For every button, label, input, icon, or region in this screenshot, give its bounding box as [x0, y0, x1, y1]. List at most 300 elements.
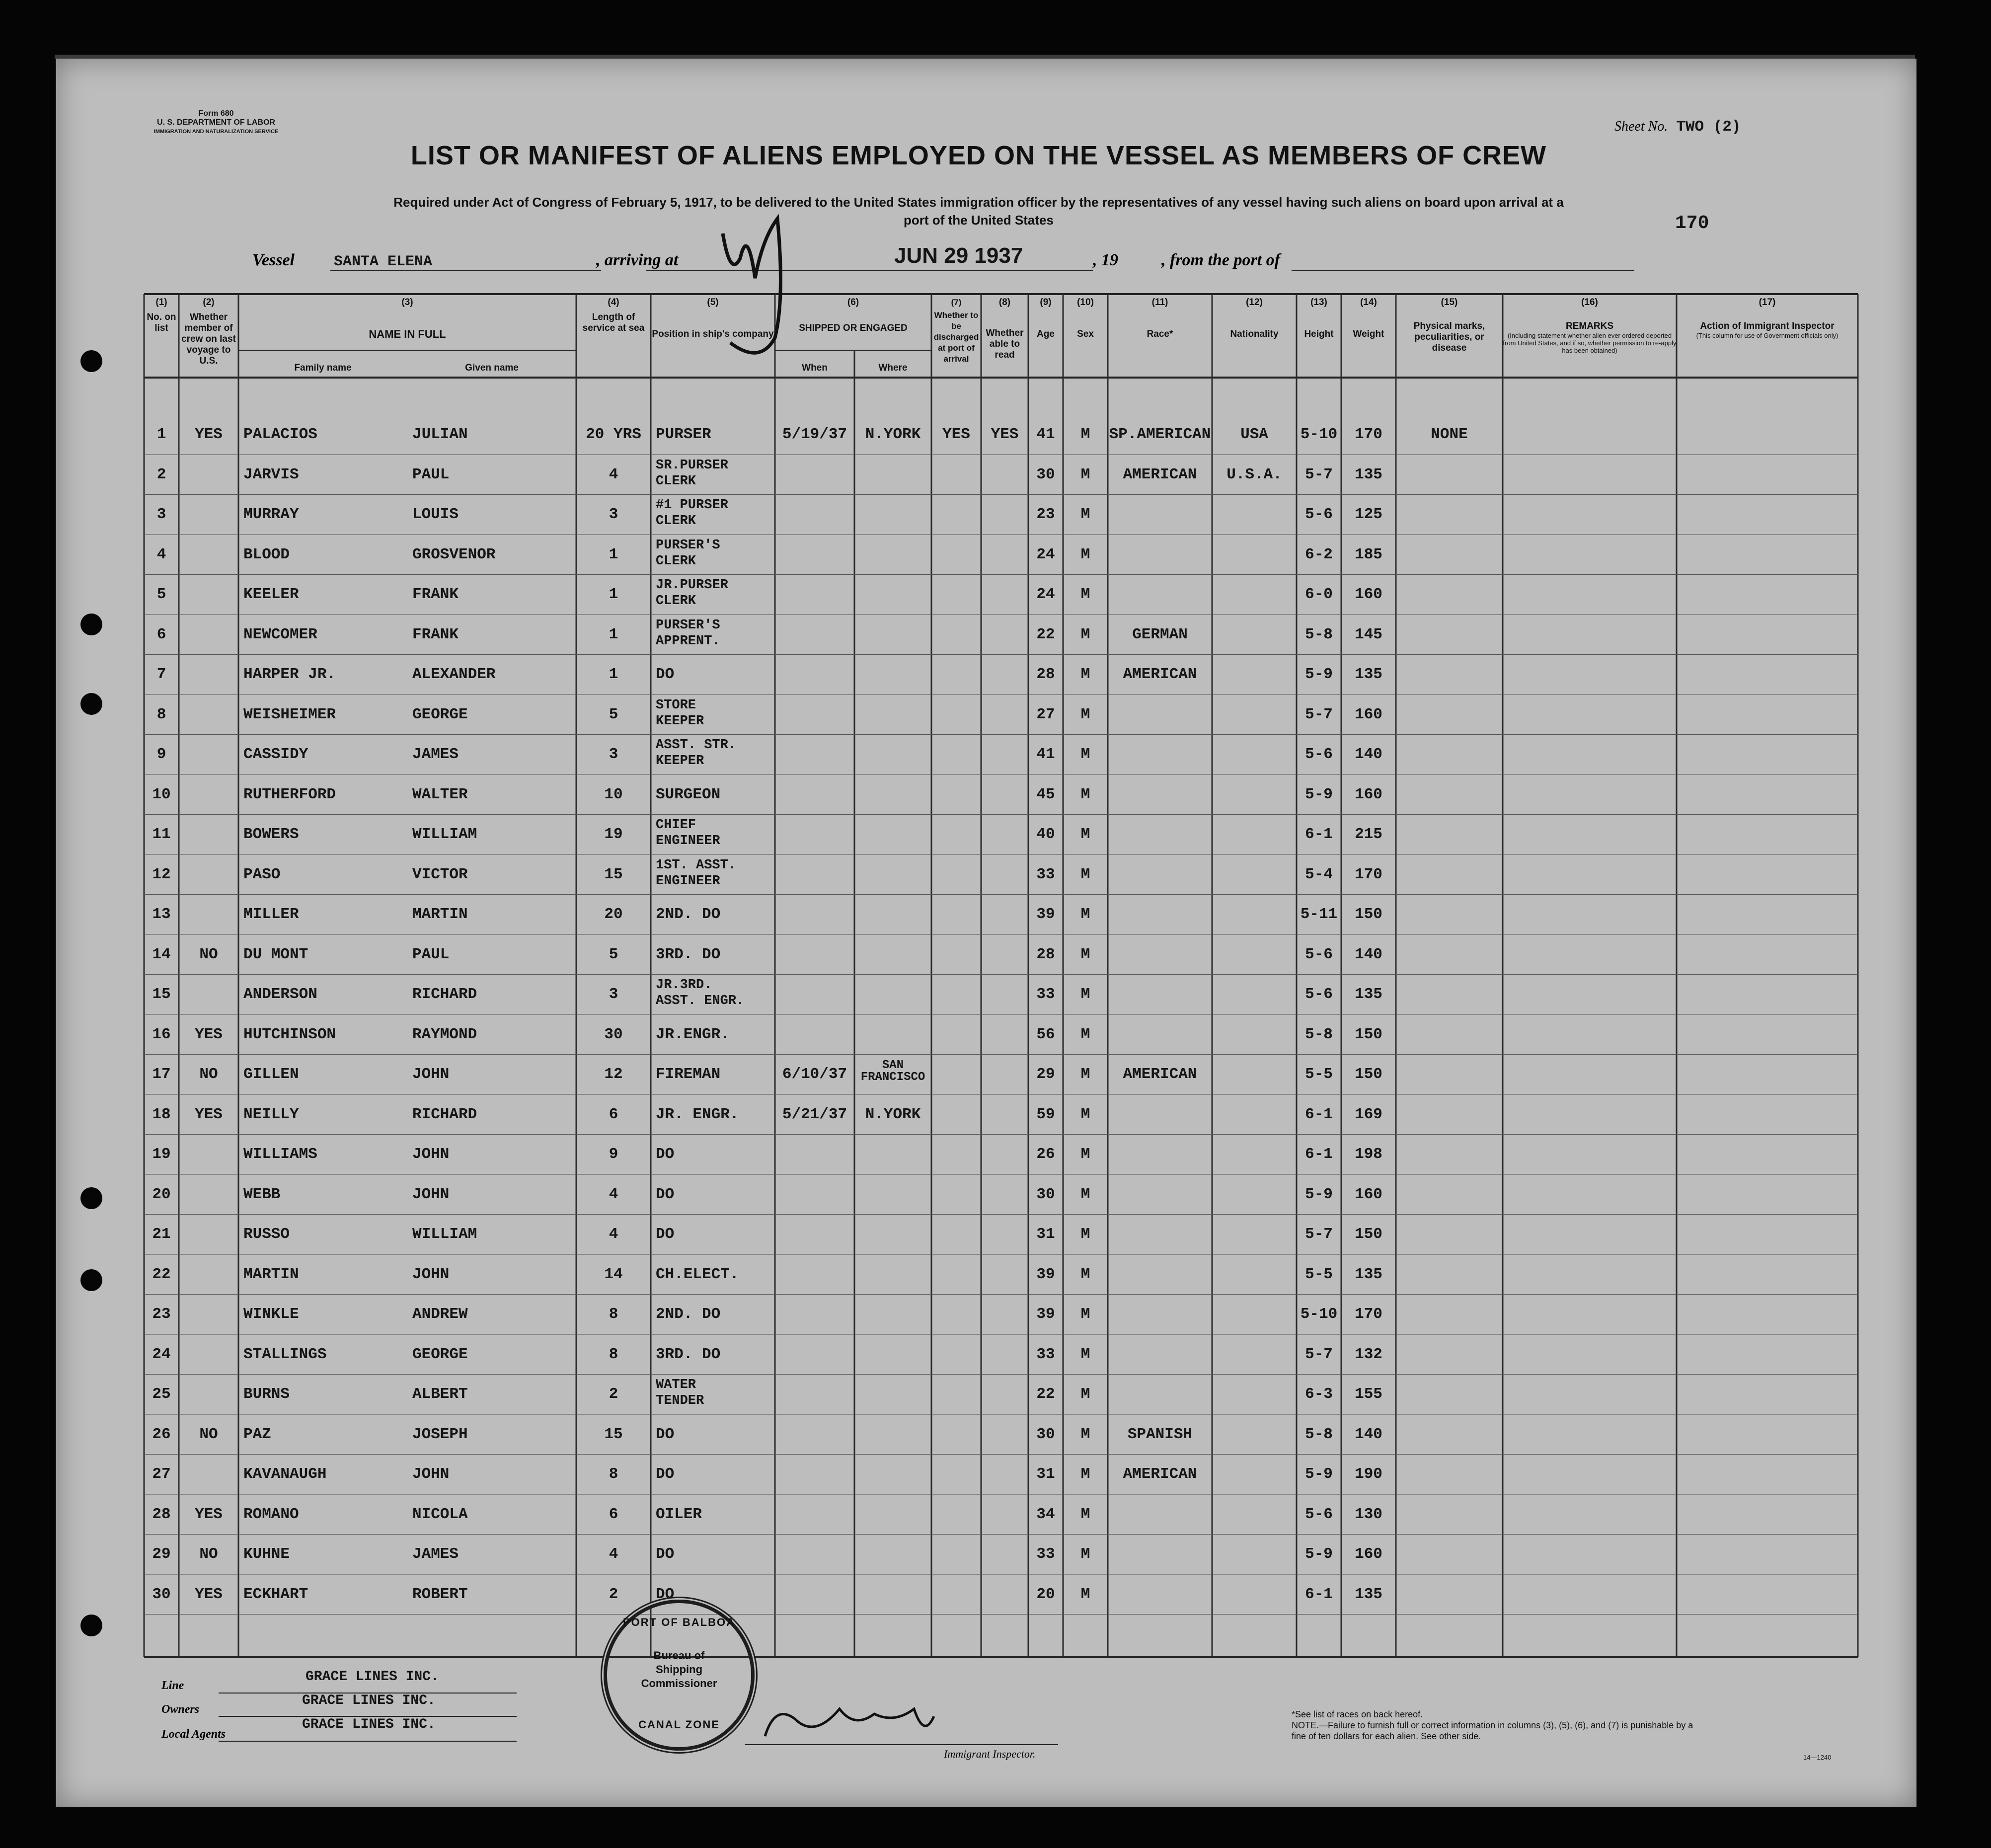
- cell-age: 41: [1036, 746, 1055, 763]
- cell-family-name: BOWERS: [243, 826, 299, 843]
- col-member-label: Whether member of crew on last voyage to U.S.: [181, 312, 236, 366]
- cell-length-of-service: 15: [604, 865, 623, 883]
- cell-sex: M: [1080, 1465, 1090, 1483]
- cell-weight: 160: [1355, 586, 1382, 603]
- cell-length-of-service: 20: [604, 906, 623, 923]
- cell-family-name: PAZ: [243, 1425, 271, 1443]
- cell-height: 6-1: [1305, 1585, 1333, 1603]
- cell-sex: M: [1080, 586, 1090, 603]
- cell-length-of-service: 1: [609, 545, 618, 563]
- cell-given-name: RICHARD: [412, 1105, 477, 1123]
- cell-row-number: 18: [152, 1105, 171, 1123]
- col-no-label: No. on list: [147, 312, 176, 333]
- cell-length-of-service: 3: [609, 746, 618, 763]
- cell-sex: M: [1080, 1386, 1090, 1403]
- cell-age: 33: [1036, 865, 1055, 883]
- cell-height: 5-9: [1305, 666, 1333, 683]
- col-read-label: Whether able to read: [986, 328, 1024, 360]
- cell-sex: M: [1080, 625, 1090, 643]
- cell-family-name: MURRAY: [243, 506, 299, 523]
- cell-length-of-service: 15: [604, 1425, 623, 1443]
- cell-family-name: ECKHART: [243, 1585, 308, 1603]
- cell-row-number: 11: [152, 826, 171, 843]
- cell-position: CHIEF: [656, 818, 696, 833]
- cell-row-number: 15: [152, 986, 171, 1003]
- cell-given-name: ROBERT: [412, 1585, 468, 1603]
- cell-height: 5-9: [1305, 1465, 1333, 1483]
- col-sex-number: (10): [1077, 297, 1094, 308]
- vessel-label: Vessel: [252, 251, 295, 269]
- cell-age: 29: [1036, 1066, 1055, 1083]
- cell-age: 59: [1036, 1105, 1055, 1123]
- cell-given-name: JAMES: [412, 1545, 459, 1563]
- cell-row-number: 29: [152, 1545, 171, 1563]
- col-remarks-label: REMARKS: [1565, 321, 1614, 331]
- cell-family-name: HUTCHINSON: [243, 1025, 336, 1043]
- form-number: Form 680: [198, 109, 234, 118]
- cell-height: 5-10: [1300, 1306, 1338, 1323]
- col-remarks-number: (16): [1581, 297, 1598, 308]
- cell-sex: M: [1080, 785, 1090, 803]
- cell-given-name: WILLIAM: [412, 826, 477, 843]
- cell-length-of-service: 3: [609, 506, 618, 523]
- cell-family-name: PALACIOS: [243, 426, 317, 443]
- cell-sex: M: [1080, 506, 1090, 523]
- page-number: 170: [1675, 213, 1709, 234]
- cell-row-number: 22: [152, 1265, 171, 1283]
- cell-family-name: DU MONT: [243, 945, 308, 963]
- cell-weight: 135: [1355, 666, 1382, 683]
- cell-height: 5-4: [1305, 865, 1333, 883]
- service-name: IMMIGRATION AND NATURALIZATION SERVICE: [153, 129, 279, 135]
- cell-position: DO: [656, 1545, 675, 1563]
- cell-position: DO: [656, 1226, 675, 1243]
- department-name: U. S. DEPARTMENT OF LABOR: [157, 118, 275, 127]
- stamp-line2: Shipping: [655, 1663, 703, 1676]
- cell-age: 39: [1036, 1306, 1055, 1323]
- cell-length-of-service: 12: [604, 1066, 623, 1083]
- cell-age: 27: [1036, 705, 1055, 723]
- cell-weight: 150: [1355, 1025, 1382, 1043]
- cell-height: 5-6: [1305, 746, 1333, 763]
- cell-position: JR.3RD.: [656, 978, 712, 993]
- cell-age: 30: [1036, 1425, 1055, 1443]
- col-weight-label: Weight: [1353, 329, 1384, 339]
- cell-row-number: 17: [152, 1066, 171, 1083]
- cell-given-name: JULIAN: [412, 426, 468, 443]
- cell-length-of-service: 2: [609, 1386, 618, 1403]
- cell-age: 31: [1036, 1465, 1055, 1483]
- cell-height: 5-8: [1305, 1025, 1333, 1043]
- col-age-number: (9): [1040, 297, 1052, 308]
- cell-age: 33: [1036, 986, 1055, 1003]
- col-marks-label: Physical marks, peculiarities, or disease: [1413, 321, 1485, 353]
- cell-weight: 169: [1355, 1105, 1382, 1123]
- cell-weight: 160: [1355, 1545, 1382, 1563]
- cell-row-number: 28: [152, 1505, 171, 1523]
- cell-sex: M: [1080, 746, 1090, 763]
- col-action-number: (17): [1759, 297, 1776, 308]
- cell-weight: 160: [1355, 705, 1382, 723]
- print-code: 14—1240: [1803, 1754, 1832, 1761]
- agents-value: GRACE LINES INC.: [302, 1717, 436, 1732]
- cell-family-name: BURNS: [243, 1386, 290, 1403]
- cell-position: FIREMAN: [656, 1066, 721, 1083]
- cell-member-last-voyage: YES: [195, 1585, 223, 1603]
- cell-position: KEEPER: [656, 713, 704, 729]
- cell-position: APPRENT.: [656, 633, 720, 649]
- cell-row-number: 13: [152, 906, 171, 923]
- cell-sex: M: [1080, 1345, 1090, 1363]
- cell-length-of-service: 30: [604, 1025, 623, 1043]
- cell-length-of-service: 8: [609, 1345, 618, 1363]
- cell-length-of-service: 6: [609, 1105, 618, 1123]
- vessel-name: SANTA ELENA: [334, 253, 433, 270]
- cell-height: 5-8: [1305, 625, 1333, 643]
- cell-position: PURSER'S: [656, 617, 720, 633]
- cell-row-number: 2: [156, 465, 166, 483]
- cell-age: 28: [1036, 945, 1055, 963]
- cell-age: 20: [1036, 1585, 1055, 1603]
- agents-label: Local Agents: [161, 1728, 226, 1741]
- cell-row-number: 25: [152, 1386, 171, 1403]
- cell-member-last-voyage: NO: [199, 1066, 218, 1083]
- col-when-label: When: [802, 363, 828, 373]
- cell-family-name: KUHNE: [243, 1545, 290, 1563]
- cell-weight: 170: [1355, 426, 1382, 443]
- cell-weight: 140: [1355, 1425, 1382, 1443]
- cell-height: 5-7: [1305, 705, 1333, 723]
- cell-position: JR. ENGR.: [656, 1105, 739, 1123]
- cell-height: 5-9: [1305, 785, 1333, 803]
- cell-family-name: PASO: [243, 865, 281, 883]
- cell-length-of-service: 8: [609, 1306, 618, 1323]
- cell-position: SR.PURSER: [656, 458, 728, 473]
- cell-row-number: 6: [156, 625, 166, 643]
- cell-member-last-voyage: NO: [199, 1425, 218, 1443]
- cell-able-to-read: YES: [991, 426, 1019, 443]
- cell-given-name: RAYMOND: [412, 1025, 477, 1043]
- cell-height: 5-6: [1305, 506, 1333, 523]
- cell-family-name: KAVANAUGH: [243, 1465, 327, 1483]
- cell-sex: M: [1080, 1066, 1090, 1083]
- cell-sex: M: [1080, 1425, 1090, 1443]
- cell-age: 30: [1036, 1185, 1055, 1203]
- cell-age: 41: [1036, 426, 1055, 443]
- cell-sex: M: [1080, 906, 1090, 923]
- owners-label: Owners: [161, 1703, 200, 1716]
- cell-family-name: BLOOD: [243, 545, 290, 563]
- cell-given-name: NICOLA: [412, 1505, 468, 1523]
- cell-height: 5-9: [1305, 1185, 1333, 1203]
- cell-family-name: KEELER: [243, 586, 299, 603]
- col-height-label: Height: [1304, 329, 1334, 339]
- cell-length-of-service: 8: [609, 1465, 618, 1483]
- cell-sex: M: [1080, 945, 1090, 963]
- cell-position: CLERK: [656, 594, 696, 609]
- cell-nationality: USA: [1240, 426, 1268, 443]
- cell-family-name: HARPER JR.: [243, 666, 336, 683]
- cell-age: 39: [1036, 906, 1055, 923]
- cell-length-of-service: 10: [604, 785, 623, 803]
- cell-physical-marks: NONE: [1431, 426, 1468, 443]
- cell-position: SURGEON: [656, 785, 721, 803]
- cell-position: ASST. STR.: [656, 738, 737, 753]
- cell-row-number: 3: [156, 506, 166, 523]
- cell-position: KEEPER: [656, 754, 704, 769]
- cell-given-name: WILLIAM: [412, 1226, 477, 1243]
- cell-given-name: JOHN: [412, 1185, 450, 1203]
- cell-age: 22: [1036, 1386, 1055, 1403]
- subtitle-line2: port of the United States: [904, 213, 1054, 228]
- cell-weight: 160: [1355, 785, 1382, 803]
- inspector-label: Immigrant Inspector.: [944, 1748, 1036, 1760]
- cell-weight: 155: [1355, 1386, 1382, 1403]
- cell-given-name: JAMES: [412, 746, 459, 763]
- col-given-name-label: Given name: [465, 363, 519, 373]
- cell-sex: M: [1080, 1265, 1090, 1283]
- cell-race: AMERICAN: [1123, 1066, 1197, 1083]
- cell-sex: M: [1080, 1505, 1090, 1523]
- cell-given-name: VICTOR: [412, 865, 468, 883]
- stamp-top-text: PORT OF BALBOA: [623, 1616, 735, 1628]
- cell-sex: M: [1080, 705, 1090, 723]
- cell-age: 33: [1036, 1545, 1055, 1563]
- cell-weight: 135: [1355, 1265, 1382, 1283]
- cell-given-name: GEORGE: [412, 1345, 468, 1363]
- cell-position: OILER: [656, 1505, 702, 1523]
- year-label: , 19: [1093, 251, 1118, 269]
- cell-family-name: GILLEN: [243, 1066, 299, 1083]
- col-race-number: (11): [1151, 297, 1168, 308]
- col-name-number: (3): [401, 297, 413, 308]
- cell-given-name: JOHN: [412, 1265, 450, 1283]
- cell-age: 26: [1036, 1146, 1055, 1163]
- col-family-name-label: Family name: [294, 363, 352, 373]
- cell-length-of-service: 4: [609, 1226, 618, 1243]
- cell-age: 40: [1036, 826, 1055, 843]
- cell-length-of-service: 5: [609, 945, 618, 963]
- from-port-label: , from the port of: [1161, 251, 1280, 269]
- cell-row-number: 30: [152, 1585, 171, 1603]
- arrival-date-stamp: JUN 29 1937: [894, 243, 1023, 268]
- col-age-label: Age: [1037, 329, 1055, 339]
- cell-position: DO: [656, 1585, 675, 1603]
- cell-weight: 198: [1355, 1146, 1382, 1163]
- races-note: *See list of races on back hereof.: [1292, 1709, 1423, 1719]
- col-action-label: Action of Immigrant Inspector: [1700, 321, 1835, 331]
- cell-weight: 160: [1355, 1185, 1382, 1203]
- cell-member-last-voyage: YES: [195, 1105, 223, 1123]
- col-marks-number: (15): [1441, 297, 1458, 308]
- cell-position: CLERK: [656, 553, 696, 569]
- page-title: LIST OR MANIFEST OF ALIENS EMPLOYED ON THE VESSEL AS MEMBERS OF CREW: [410, 141, 1547, 170]
- cell-row-number: 7: [156, 666, 166, 683]
- cell-age: 24: [1036, 545, 1055, 563]
- cell-family-name: JARVIS: [243, 465, 299, 483]
- col-where-label: Where: [878, 363, 908, 373]
- cell-member-last-voyage: YES: [195, 426, 223, 443]
- cell-given-name: LOUIS: [412, 506, 459, 523]
- cell-race: GERMAN: [1132, 625, 1188, 643]
- stamp-line1: Bureau of: [653, 1649, 705, 1662]
- cell-sex: M: [1080, 1105, 1090, 1123]
- cell-nationality: U.S.A.: [1226, 465, 1282, 483]
- cell-row-number: 26: [152, 1425, 171, 1443]
- cell-family-name: RUSSO: [243, 1226, 290, 1243]
- cell-age: 30: [1036, 465, 1055, 483]
- cell-given-name: ANDREW: [412, 1306, 468, 1323]
- cell-row-number: 19: [152, 1146, 171, 1163]
- cell-row-number: 12: [152, 865, 171, 883]
- cell-position: 3RD. DO: [656, 945, 721, 963]
- cell-height: 5-10: [1300, 426, 1338, 443]
- cell-weight: 140: [1355, 945, 1382, 963]
- cell-race: SPANISH: [1127, 1425, 1193, 1443]
- col-height-number: (13): [1310, 297, 1327, 308]
- cell-position: WATER: [656, 1378, 696, 1392]
- cell-height: 5-6: [1305, 945, 1333, 963]
- cell-discharge-at-port: YES: [942, 426, 970, 443]
- col-name-label: NAME IN FULL: [369, 328, 446, 340]
- cell-sex: M: [1080, 545, 1090, 563]
- cell-position: CLERK: [656, 473, 696, 489]
- cell-height: 5-6: [1305, 986, 1333, 1003]
- cell-position: ASST. ENGR.: [656, 994, 745, 1008]
- cell-given-name: ALEXANDER: [412, 666, 496, 683]
- cell-position: 1ST. ASST.: [656, 857, 737, 873]
- col-position-label: Position in ship's company: [652, 329, 774, 339]
- line-label: Line: [161, 1679, 184, 1692]
- col-nationality-label: Nationality: [1230, 329, 1279, 339]
- cell-family-name: MARTIN: [243, 1265, 299, 1283]
- col-no-number: (1): [155, 297, 167, 308]
- cell-race: SP.AMERICAN: [1109, 426, 1211, 443]
- cell-member-last-voyage: NO: [199, 945, 218, 963]
- cell-weight: 150: [1355, 1066, 1382, 1083]
- col-read-number: (8): [998, 297, 1011, 308]
- cell-age: 23: [1036, 506, 1055, 523]
- cell-weight: 135: [1355, 986, 1382, 1003]
- cell-position: PURSER'S: [656, 538, 720, 553]
- col-action-sub: (This column for use of Government officials only): [1696, 332, 1838, 339]
- cell-position: JR.ENGR.: [656, 1025, 730, 1043]
- cell-age: 33: [1036, 1345, 1055, 1363]
- cell-position: DO: [656, 1425, 675, 1443]
- cell-family-name: ROMANO: [243, 1505, 299, 1523]
- cell-height: 6-1: [1305, 826, 1333, 843]
- cell-weight: 145: [1355, 625, 1382, 643]
- cell-age: 34: [1036, 1505, 1055, 1523]
- cell-given-name: GROSVENOR: [412, 545, 496, 563]
- cell-row-number: 16: [152, 1025, 171, 1043]
- cell-given-name: WALTER: [412, 785, 468, 803]
- cell-height: 5-7: [1305, 1345, 1333, 1363]
- cell-age: 56: [1036, 1025, 1055, 1043]
- col-weight-number: (14): [1360, 297, 1377, 308]
- cell-length-of-service: 1: [609, 666, 618, 683]
- cell-shipped-where: N.YORK: [865, 426, 921, 443]
- cell-sex: M: [1080, 666, 1090, 683]
- cell-height: 5-9: [1305, 1545, 1333, 1563]
- cell-given-name: JOHN: [412, 1066, 450, 1083]
- cell-shipped-when: 6/10/37: [782, 1066, 847, 1083]
- cell-position: 2ND. DO: [656, 906, 721, 923]
- cell-family-name: ANDERSON: [243, 986, 317, 1003]
- cell-sex: M: [1080, 865, 1090, 883]
- cell-position: #1 PURSER: [656, 498, 728, 513]
- cell-sex: M: [1080, 465, 1090, 483]
- col-discharge-number: (7): [951, 298, 962, 307]
- col-shipped-number: (6): [847, 297, 859, 308]
- cell-sex: M: [1080, 826, 1090, 843]
- cell-given-name: JOHN: [412, 1465, 450, 1483]
- cell-position: DO: [656, 666, 675, 683]
- cell-row-number: 10: [152, 785, 171, 803]
- cell-height: 6-3: [1305, 1386, 1333, 1403]
- col-position-number: (5): [707, 297, 719, 308]
- cell-sex: M: [1080, 1185, 1090, 1203]
- cell-row-number: 21: [152, 1226, 171, 1243]
- cell-race: AMERICAN: [1123, 666, 1197, 683]
- col-nationality-number: (12): [1246, 297, 1263, 308]
- col-sex-label: Sex: [1077, 329, 1094, 339]
- cell-family-name: WILLIAMS: [243, 1146, 317, 1163]
- owners-value: GRACE LINES INC.: [302, 1693, 436, 1708]
- cell-height: 6-1: [1305, 1146, 1333, 1163]
- cell-position: ENGINEER: [656, 834, 720, 848]
- col-service-number: (4): [608, 297, 619, 308]
- cell-weight: 140: [1355, 746, 1382, 763]
- cell-height: 5-8: [1305, 1425, 1333, 1443]
- cell-height: 5-7: [1305, 465, 1333, 483]
- cell-shipped-when: 5/21/37: [782, 1105, 847, 1123]
- cell-weight: 170: [1355, 865, 1382, 883]
- cell-position: DO: [656, 1146, 675, 1163]
- sheet-value: TWO (2): [1676, 118, 1741, 136]
- fine-note: NOTE.—Failure to furnish full or correct information in columns (3), (5), (6), and (7) is punishable by a fine of ten dollars for each alien. See other side.: [1292, 1720, 1693, 1741]
- col-race-label: Race*: [1147, 329, 1173, 339]
- cell-height: 5-11: [1300, 906, 1338, 923]
- cell-row-number: 20: [152, 1185, 171, 1203]
- arriving-label: , arriving at: [596, 251, 679, 269]
- cell-position: 3RD. DO: [656, 1345, 721, 1363]
- inspector-signature: [765, 1709, 934, 1736]
- cell-row-number: 23: [152, 1306, 171, 1323]
- cell-age: 24: [1036, 586, 1055, 603]
- cell-member-last-voyage: YES: [195, 1025, 223, 1043]
- cell-row-number: 5: [156, 586, 166, 603]
- cell-given-name: JOSEPH: [412, 1425, 468, 1443]
- col-remarks-sub: (Including statement whether alien ever ordered deported from United States, and if so, whether permission to re-apply has been obtained): [1503, 332, 1677, 354]
- cell-length-of-service: 6: [609, 1505, 618, 1523]
- cell-row-number: 8: [156, 705, 166, 723]
- cell-family-name: NEILLY: [243, 1105, 299, 1123]
- cell-length-of-service: 4: [609, 1545, 618, 1563]
- cell-shipped-where: SAN FRANCISCO: [860, 1059, 925, 1084]
- cell-family-name: RUTHERFORD: [243, 785, 336, 803]
- cell-length-of-service: 19: [604, 826, 623, 843]
- cell-row-number: 24: [152, 1345, 171, 1363]
- cell-family-name: CASSIDY: [243, 746, 308, 763]
- cell-row-number: 4: [156, 545, 166, 563]
- cell-family-name: MILLER: [243, 906, 299, 923]
- cell-sex: M: [1080, 1226, 1090, 1243]
- cell-sex: M: [1080, 426, 1090, 443]
- cell-height: 5-5: [1305, 1066, 1333, 1083]
- cell-member-last-voyage: NO: [199, 1545, 218, 1563]
- cell-length-of-service: 4: [609, 1185, 618, 1203]
